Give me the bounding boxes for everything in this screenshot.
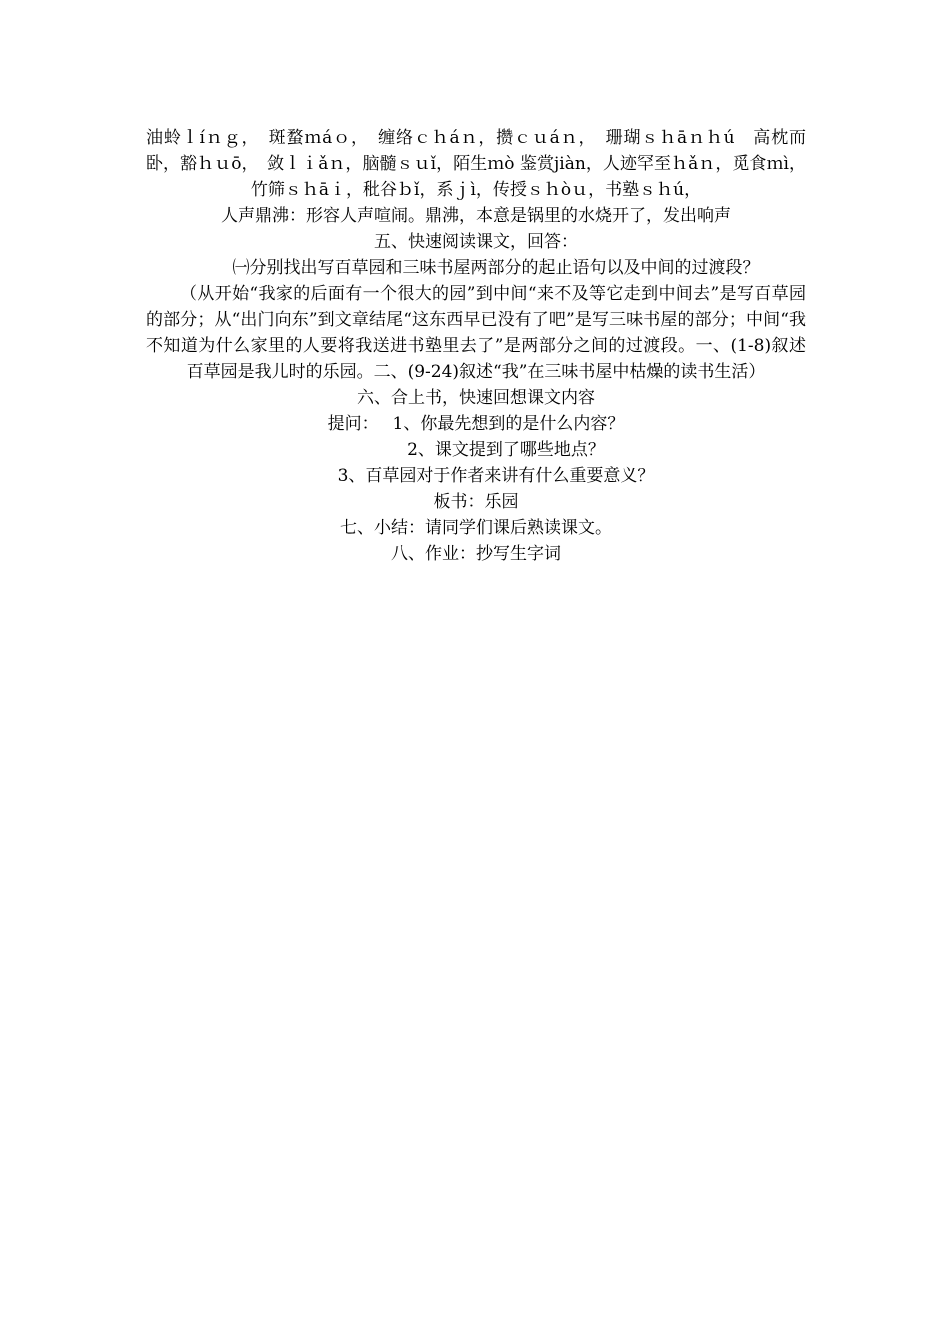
- definition-line: 人声鼎沸：形容人声喧闹。鼎沸，本意是锅里的水烧开了，发出响声: [221, 206, 731, 226]
- prompt-question-one: 提问： 1、你最先想到的是什么内容？: [327, 414, 625, 434]
- answer-one-paragraph: （从开始“我家的后面有一个很大的园”到中间“来不及等它走到中间去”是写百草园的部分；从“出门向东”到文章结尾“这东西早已没有了吧”是写三味书屋的部分；中间“我不知道为什么家里的人要将我送进书塾里去了”是两部分之间的过渡段。一、(1-8)叙述百草园是我儿时的乐园。二、(9-24)叙述“我”在三味书屋中枯燥的读书生活）: [146, 284, 806, 382]
- prompt-question-three: 3、百草园对于作者来讲有什么重要意义？: [337, 466, 655, 486]
- document-body: [146, 125, 806, 567]
- section-eight-homework: 八、作业：抄写生字词: [391, 544, 561, 564]
- section-six-heading: 六、合上书，快速回想课文内容: [357, 388, 595, 408]
- board-note: 板书：乐园: [433, 492, 519, 512]
- prompt-question-two: 2、课文提到了哪些地点？: [407, 440, 605, 460]
- section-seven-summary: 七、小结：请同学们课后熟读课文。: [340, 518, 612, 538]
- vocabulary-paragraph: 油蛉ｌíｎｇ， 斑蝥ｍáｏ， 缠络ｃｈáｎ，攒ｃｕáｎ， 珊瑚ｓｈāｎｈú 高枕而卧，豁ｈｕō， 敛ｌｉǎｎ，脑髓ｓｕǐ，陌生ｍò 鉴赏jiàn，人迹罕至ｈǎｎ，觅食ｍì，竹筛ｓｈāｉ，秕谷ｂǐ，系ｊì，传授ｓｈòｕ，书塾ｓｈú，: [146, 128, 806, 200]
- section-five-heading: 五、快速阅读课文，回答：: [374, 232, 578, 252]
- question-one: ㈠分别找出写百草园和三味书屋两部分的起止语句以及中间的过渡段？: [232, 258, 760, 278]
